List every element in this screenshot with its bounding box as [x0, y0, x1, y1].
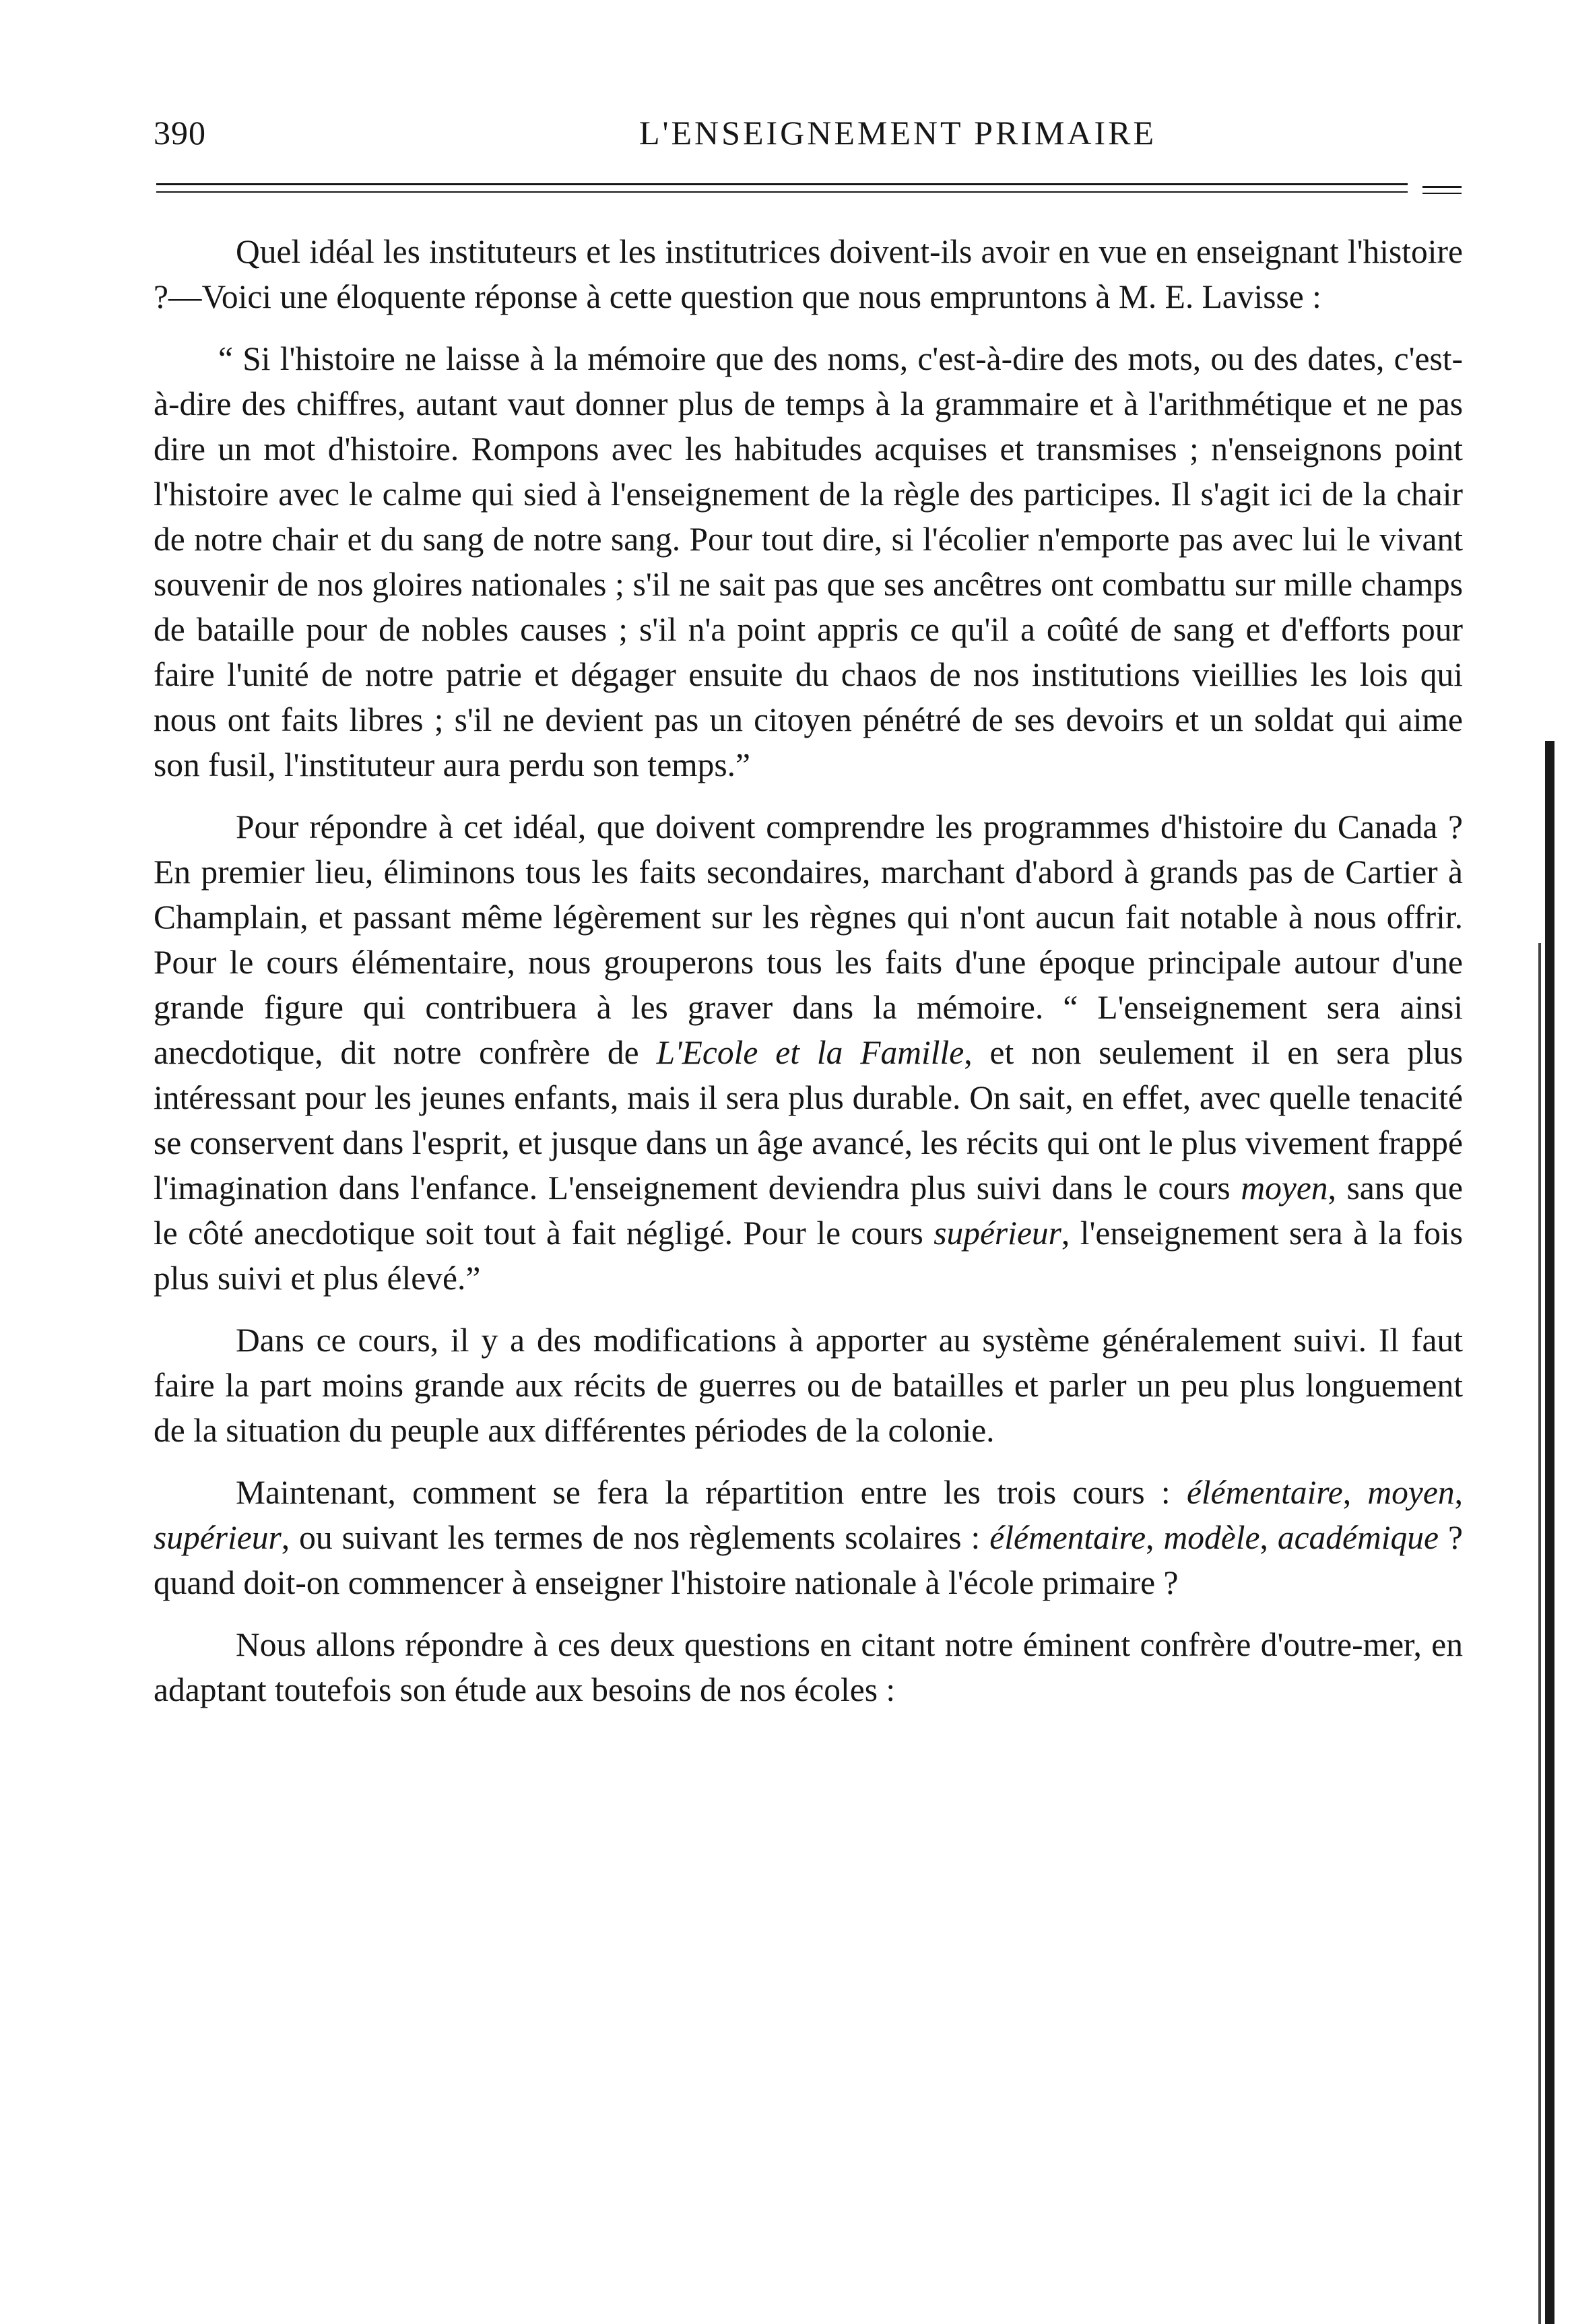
- term-modele: modèle: [1163, 1519, 1260, 1556]
- header-rule-tail-bottom: [1422, 193, 1462, 194]
- page-number: 390: [154, 114, 206, 152]
- text-segment: , et non seulement il en sera plus intéressant pour les jeunes enfants, mais il sera plus durable. On sait, en effet, avec quelle tenacité se conservent dans l'esprit, et jusque dans un âge avancé, les récits qui ont le plus vivement frappé l'imagination dans l'enfance. L'enseignement deviendra plus suivi dans le cours: [154, 1034, 1464, 1206]
- term-moyen: moyen: [1241, 1169, 1328, 1206]
- term-elementaire: élémentaire: [989, 1519, 1146, 1556]
- paragraph-conclusion: Nous allons répondre à ces deux questions en citant notre éminent confrère d'outre-mer, en adaptant toutefois son étude aux besoins de nos écoles :: [154, 1626, 1463, 1708]
- header-rule-bottom: [156, 191, 1408, 193]
- text-segment: ,: [1259, 1519, 1278, 1556]
- running-head: [154, 113, 1467, 160]
- text-segment: , l'enseignement sera à la fois plus suivi et plus élevé.”: [154, 1215, 1463, 1297]
- paragraph-lavisse-quote: “ Si l'histoire ne laisse à la mémoire que des noms, c'est-à-dire des mots, ou des dates, c'est-à-dire des chiffres, autant vaut donner plus de temps à la grammaire et à l'arithmétique et ne pas dire un mot d'histoire. Rompons avec les habitudes acquises et transmises ; n'enseignons point l'histoire avec le calme qui sied à l'enseignement de la règle des participes. Il s'agit ici de la chair de notre chair et du sang de notre sang. Pour tout dire, si l'écolier n'emporte pas avec lui le vivant souvenir de nos gloires nationales ; s'il ne sait pas que ses ancêtres ont combattu sur mille champs de bataille pour de nobles causes ; s'il n'a point appris ce qu'il a coûté de sang et d'efforts pour faire l'unité de notre patrie et dégager ensuite du chaos de nos institutions vieillies les lois qui nous ont faits libres ; s'il ne devient pas un citoyen pénétré de ses devoirs et un soldat qui aime son fusil, l'instituteur aura perdu son temps.”: [154, 340, 1463, 783]
- body-text: [154, 229, 1463, 1729]
- term-superieur: supérieur: [934, 1215, 1061, 1252]
- paragraph-programmes: [154, 804, 1463, 1301]
- text-segment: Pour répondre à cet idéal, que doivent comprendre les programmes d'histoire du Canada ? En premier lieu, éliminons tous les faits secondaires, marchant d'abord à grands pas de Cartier à Champlain, et passant même légèrement sur les règnes qui n'ont aucun fait notable à nous offrir. Pour le cours élémentaire, nous grouperons tous les faits d'une époque principale autour d'une grande figure qui contribuera à les graver dans la mémoire. “ L'enseignement sera ainsi anecdotique, dit notre confrère de: [154, 808, 1463, 1071]
- running-title: L'ENSEIGNEMENT PRIMAIRE: [638, 114, 1157, 152]
- text-segment: ? quand doit-on commencer à enseigner l'histoire nationale à l'école primaire ?: [154, 1519, 1463, 1601]
- term-moyen: moyen: [1367, 1474, 1455, 1511]
- text-segment: , ou suivant les termes de nos règlements scolaires :: [281, 1519, 990, 1556]
- term-elementaire: élémentaire: [1186, 1474, 1343, 1511]
- paragraph-modifications: Dans ce cours, il y a des modifications à apporter au système généralement suivi. Il faut faire la part moins grande aux récits de guerres ou de batailles et parler un peu plus longuement de la situation du peuple aux différentes périodes de la colonie.: [154, 1322, 1463, 1449]
- journal-title: L'Ecole et la Famille: [656, 1034, 964, 1071]
- term-superieur: supérieur: [154, 1519, 282, 1556]
- term-academique: académique: [1277, 1519, 1439, 1556]
- header-rule-tail-top: [1422, 186, 1462, 188]
- paragraph-ideal-question: Quel idéal les instituteurs et les institutrices doivent-ils avoir en vue en enseignant l'histoire ?—Voici une éloquente réponse à cette question que nous empruntons à M. E. Lavisse :: [154, 233, 1463, 315]
- text-segment: , sans que le côté anecdotique soit tout à fait négligé. Pour le cours: [154, 1169, 1463, 1252]
- text-segment: ,: [1342, 1474, 1368, 1511]
- text-segment: ,: [1146, 1519, 1164, 1556]
- text-segment: ,: [1454, 1474, 1463, 1511]
- text-segment: Maintenant, comment se fera la répartition entre les trois cours :: [236, 1474, 1187, 1511]
- paragraph-repartition: [154, 1470, 1463, 1605]
- scan-edge-shadow-inner: [1538, 943, 1541, 2324]
- header-rule-top: [156, 183, 1408, 185]
- scan-edge-shadow: [1545, 741, 1554, 2324]
